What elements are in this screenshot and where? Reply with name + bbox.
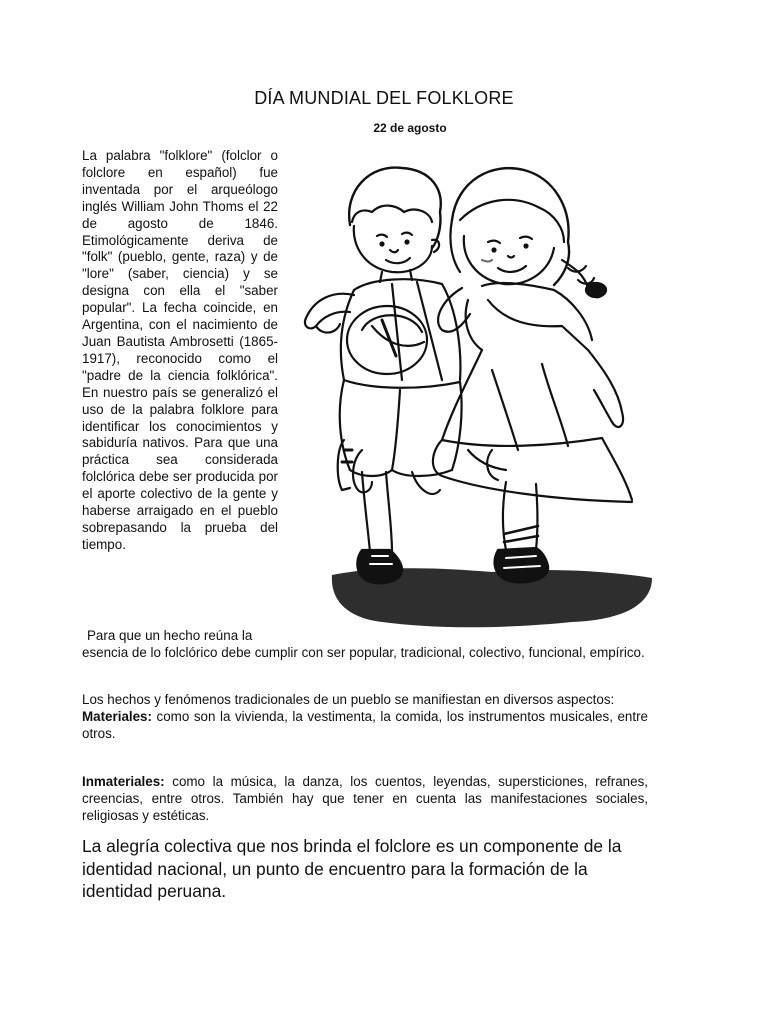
closing-line-3: identidad peruana.: [82, 881, 227, 901]
paragraph-inmateriales: [82, 773, 648, 824]
intro-paragraph: La palabra "folklore" (folclor o folclore en español) fue inventada por el arqueólogo inglés William John Thoms el 22 de agosto de 1846. Etimológicamente deriva de "folk" (pueblo, gente, raza) y de "lore" (saber, ciencia) y se designa con ella el "saber popular". La fecha coincide, en Argentina, con el nacimiento de Juan Bautista Ambrosetti (1865-1917), reconocido como el "padre de la ciencia folklórica". En nuestro país se generalizó el uso de la palabra folklore para identificar los conocimientos y sabiduría nativos. Para que una práctica sea considerada folclórica debe ser producida por el aporte colectivo de la gente y haberse arraigado en el pueblo sobrepasando la prueba del tiempo.: [82, 148, 278, 552]
page-date: 22 de agosto: [373, 121, 447, 135]
inmateriales-text: como la música, la danza, los cuentos, leyendas, supersticiones, refranes, creencias, entre otros. También hay que tener en cuenta las manifestaciones sociales, religiosas y estéticas.: [82, 774, 648, 823]
paragraph-aspects: [82, 691, 648, 742]
materiales-label: Materiales:: [82, 709, 152, 724]
paragraph-folklore-requirements: [82, 627, 648, 661]
paragraph-2-lead: Para que un hecho reúna la: [87, 628, 253, 643]
materiales-text: como son la vivienda, la vestimenta, la comida, los instrumentos musicales, entre otros.: [82, 709, 648, 741]
paragraph-2-rest: esencia de lo folclórico debe cumplir con ser popular, tradicional, colectivo, funcional, empírico.: [82, 645, 645, 660]
paragraph-3-text: Los hechos y fenómenos tradicionales de un pueblo se manifiestan en diversos aspectos:: [82, 692, 615, 707]
closing-paragraph: [82, 835, 662, 903]
closing-line-2: identidad nacional, un punto de encuentro para la formación de la: [82, 858, 588, 879]
dancing-children-illustration: [292, 150, 672, 635]
closing-line-1: La alegría colectiva que nos brinda el folclore es un componente de la: [82, 836, 622, 856]
page-title: DÍA MUNDIAL DEL FOLKLORE: [254, 88, 514, 108]
inmateriales-label: Inmateriales:: [82, 774, 165, 789]
